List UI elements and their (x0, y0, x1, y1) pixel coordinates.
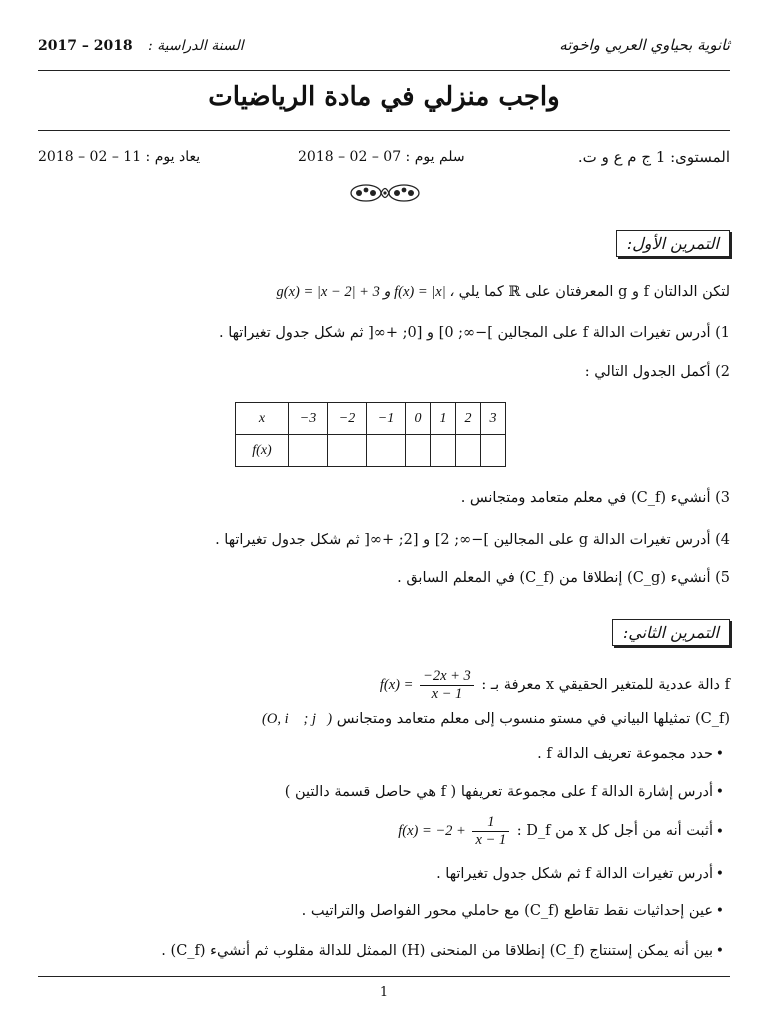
table-row-fx (236, 435, 506, 467)
exercise2-bullet-5: عين إحداثيات نقط تقاطع (C_f) مع حاملي محور الفواصل والتراتيب . (301, 903, 713, 919)
exercise2-intro-text: f دالة عددية للمتغير الحقيقي x معرفة بـ : (481, 676, 730, 693)
table-cell: 2 (456, 403, 481, 435)
formula-lhs: f(x) = (379, 676, 414, 693)
table-cell: 3 (481, 403, 506, 435)
table-cell-empty[interactable] (328, 435, 367, 467)
exercise1-item-1: 1) أدرس تغيرات الدالة f على المجالين ]−∞; 0] و [0; +∞[ ثم شكل جدول تغيراتها . (218, 325, 730, 341)
table-cell-empty[interactable] (367, 435, 406, 467)
exercise1-item-4: 4) أدرس تغيرات الدالة g على المجالين ]−∞; 2] و [2; +∞[ ثم شكل جدول تغيراتها . (215, 532, 730, 548)
deliver-date: سلم يوم : 07 – 02 – 2018 (298, 149, 465, 165)
table-header-fx: f(x) (236, 435, 289, 467)
exercise1-item-2: 2) أكمل الجدول التالي : (584, 364, 730, 380)
exercise1-title: التمرين الأول: (616, 230, 730, 257)
table-cell-empty[interactable] (456, 435, 481, 467)
formula-lhs: f(x) = −2 + (398, 822, 466, 839)
exercise2-title: التمرين الثاني: (612, 619, 730, 646)
exercise2-intro (380, 668, 730, 703)
coordinate-system: (O, i⃗ ; j⃗) (262, 711, 333, 727)
header-rule-bottom (38, 130, 730, 131)
school-name: ثانوية بحياوي العربي واخوته (559, 36, 730, 54)
bullet-icon: • (715, 784, 724, 800)
exercise1-intro-text: لتكن الدالتان f و g المعرفتان على ℝ كما يلي (458, 284, 730, 300)
ornament-icon (348, 181, 422, 205)
exercise2-bullet-1: حدد مجموعة تعريف الدالة f . (537, 746, 713, 762)
exercise2-bullet-3-text: أثبت أنه من أجل كل x من D_f : (516, 822, 713, 839)
footer-rule (38, 976, 730, 977)
fraction (472, 814, 509, 849)
return-date: يعاد يوم : 11 – 02 – 2018 (38, 149, 201, 165)
exercise2-line2 (262, 711, 730, 728)
school-year-label: السنة الدراسية : (148, 38, 244, 54)
fraction-numerator: −2x + 3 (420, 668, 474, 686)
table-cell: 1 (431, 403, 456, 435)
exercise1-item-3: 3) أنشيء (C_f) في معلم متعامد ومتجانس . (460, 490, 730, 506)
table-cell: −2 (328, 403, 367, 435)
exercise2-bullet-3 (398, 814, 713, 849)
fraction-denominator: x − 1 (475, 832, 507, 848)
exercise2-bullet-4: أدرس تغيرات الدالة f ثم شكل جدول تغيراتها . (436, 866, 713, 882)
exercise2-line2-text: (C_f) تمثيلها البياني في مستو منسوب إلى معلم متعامد ومتجانس (336, 711, 730, 727)
header-rule-top (38, 70, 730, 71)
table-cell-empty[interactable] (481, 435, 506, 467)
exercise1-item-5: 5) أنشيء (C_g) إنطلاقا من (C_f) في المعلم السابق . (397, 570, 730, 586)
table-cell-empty[interactable] (289, 435, 328, 467)
exercise2-bullet-3-formula (398, 814, 512, 849)
table-cell-empty[interactable] (406, 435, 431, 467)
values-table (235, 402, 506, 467)
exercise1-intro-math: g(x) = |x − 2| + 3 و f(x) = |x| ، (276, 284, 454, 300)
exercise2-bullet-6: بين أنه يمكن إستنتاج (C_f) إنطلاقا من المنحنى (H) الممثل للدالة مقلوب ثم أنشيء (C_f) . (161, 943, 713, 959)
table-cell-empty[interactable] (431, 435, 456, 467)
table-row-x (236, 403, 506, 435)
fraction (420, 668, 474, 703)
bullet-icon: • (715, 943, 724, 959)
exercise2-intro-formula (380, 668, 477, 703)
table-cell: −3 (289, 403, 328, 435)
exercise1-intro (276, 284, 730, 301)
table-header-x: x (236, 403, 289, 435)
fraction-denominator: x − 1 (431, 686, 463, 702)
table-cell: 0 (406, 403, 431, 435)
bullet-icon: • (715, 866, 724, 882)
level-label: المستوى: 1 ج م ع و ت. (577, 148, 730, 166)
school-year-value: 2017 – 2018 (38, 38, 133, 54)
page-number: 1 (379, 985, 389, 1000)
document-title: واجب منزلي في مادة الرياضيات (208, 82, 560, 112)
table-cell: −1 (367, 403, 406, 435)
bullet-icon: • (715, 824, 724, 840)
bullet-icon: • (715, 903, 724, 919)
exercise2-bullet-2: أدرس إشارة الدالة f على مجموعة تعريفها ( f هي حاصل قسمة دالتين ) (284, 784, 713, 800)
bullet-icon: • (715, 746, 724, 762)
fraction-numerator: 1 (472, 814, 509, 832)
